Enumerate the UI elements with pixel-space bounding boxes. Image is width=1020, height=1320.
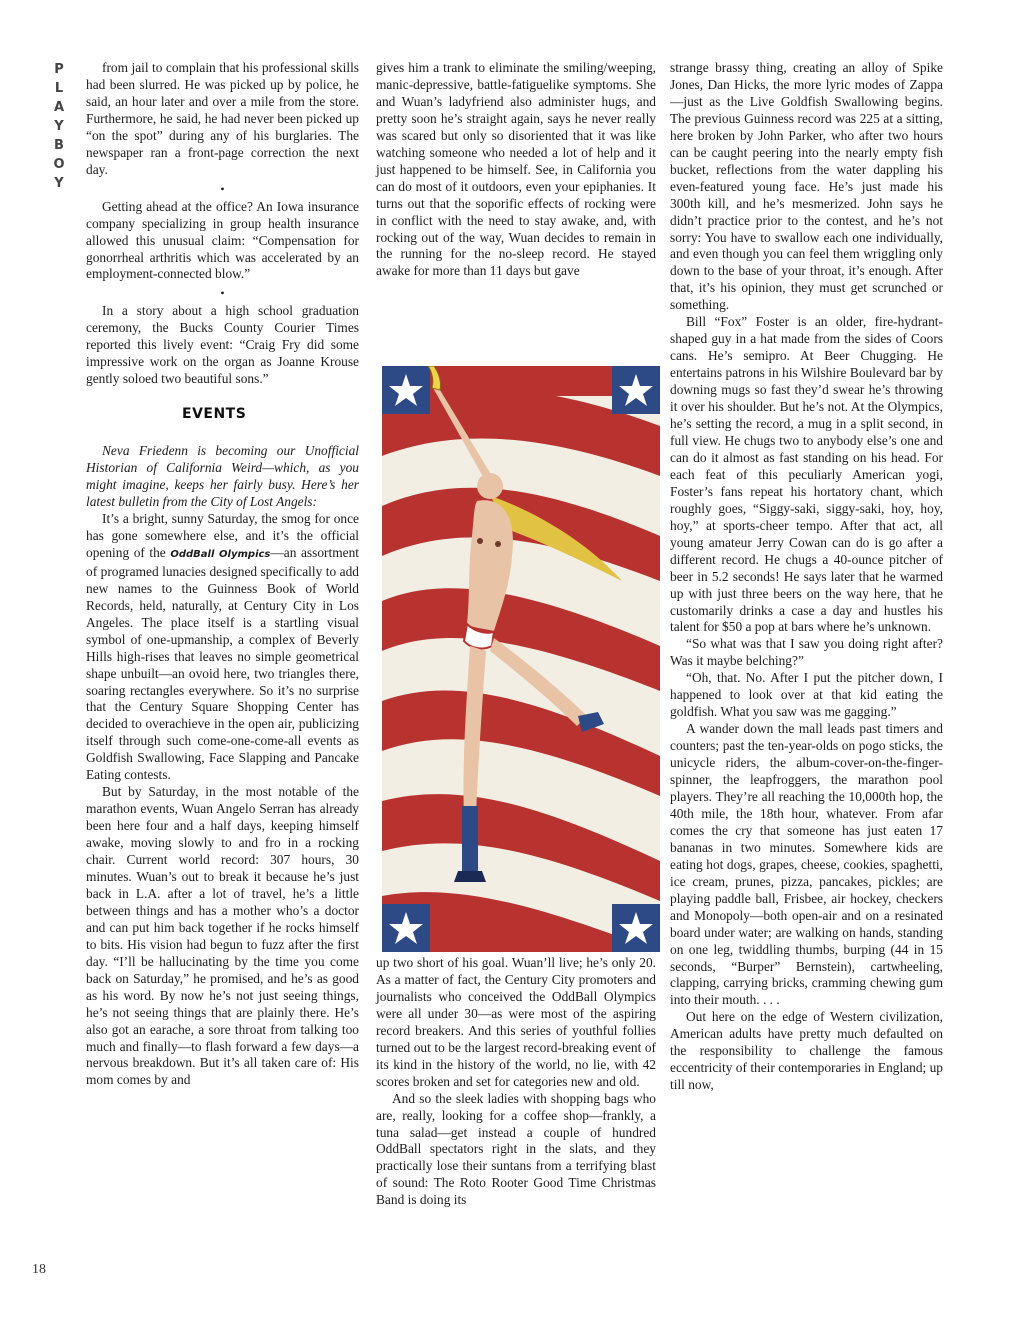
column-2-top xyxy=(376,60,656,280)
side-letter: L xyxy=(54,81,64,96)
oddball-text-before: It’s a bright, sunny Saturday, the smog for once has gone somewhere else, and it’s the official opening of the xyxy=(86,510,359,560)
paragraph-belching-question: “So what was that I saw you doing right after? Was it maybe belching?” xyxy=(670,636,943,669)
paragraph-fox-foster: Bill “Fox” Foster is an older, fire-hydrant-shaped guy in a hat made from the sides of Coors cans. He’s semipro. At Beer Chugging. He entertains patrons in his Wilshire Boulevard bar by downing mugs so fast they’d swear he’s throwing it over his shoulder. But he’s not. At the Olympics, he’s setting the record, a mug in a split second, in full view. He chugs two to anybody else’s one and can do it almost as fast standing on his head. For each feat of this peculiarly American yogi, Foster’s fans repeat his hortatory chant, which roughly goes, “Siggy-saki, siggy-saki, hoy, hoy, hoy,” at sports-cheer tempo. After that act, all young amateur Jerry Cowan can do is go after a different record. He chugs a 40-ounce pitcher of beer in 5.2 seconds! He says later that he warmed up with just three beers on the way here, that he customarily drinks a case a day and hustles his talent for $50 a pop at bars where he’s unknown. xyxy=(670,314,943,635)
paragraph-oddball-opening xyxy=(86,511,359,784)
illustration-svg xyxy=(382,366,660,952)
paragraph-mall-wander: A wander down the mall leads past timers and counters; past the ten-year-olds on pogo sticks, the unicycle riders, the album-cover-on-the-finger-spinner, the leapfroggers, the marathon pool players. They’re all reaching the 10,000th hop, the 40th mile, the 18th hour, whatever. From afar comes the cry that someone has just eaten 17 bananas in two minutes. Somewhere kids are eating hot dogs, grapes, cheese, cookies, spaghetti, ice cream, prunes, pizza, pancakes, pickles; are playing paddle ball, Frisbee, air hockey, checkers and Monopoly—both open-air and on a resinated board under water; are walking on hands, standing on one leg, twiddling thumbs, burping (44 in 15 seconds, “Burper” Bernstein), cartwheeling, clapping, carrying bricks, cramming chewing gum into their mouth. . . . xyxy=(670,721,943,1008)
paragraph-graduation: In a story about a high school graduation ceremony, the Bucks County Courier Times reported this lively event: “Craig Fry did some impressive work on the organ as Joanne Krouse gently soloed two beautiful sons.” xyxy=(86,303,359,387)
paragraph-western-civilization: Out here on the edge of Western civilization, American adults have pretty much defaulted on the responsibility to challenge the famous eccentricity of their contemporaries in England; up till now, xyxy=(670,1009,943,1093)
paragraph-insurance: Getting ahead at the office? An Iowa insurance company specializing in group health insurance allowed this unusual claim: “Compensation for gonorrheal arthritis which was accelerated by an employment-connected blow.” xyxy=(86,198,359,282)
side-letter: O xyxy=(53,157,65,172)
paragraph-wuan: But by Saturday, in the most notable of the marathon events, Wuan Angelo Serran has already been here four and a half days, keeping himself awake, moving slowly to and fro in a rocking chair. Current world record: 307 hours, 30 minutes. Wuan’s out to break it because he’s just back in L.A. after a lot of travel, he’s a little between things and has a mother who’s a doctor and can put him back together if he rocks himself to bits. His vision had begun to fuzz after the first day. “I’ll be hallucinating by the time you come back on Saturday,” he promised, and he’s as good as his word. By now he’s not just seeing things, he’s not seeing things that are plainly there. He’s also got an earache, a sore throat from talking too much and finally—to flash forward a few days—a nervous breakdown. But it’s all taken care of: His mom comes by and xyxy=(86,784,359,1088)
separator-bullet: • xyxy=(220,181,225,196)
oddball-brand: OddBall Olympics xyxy=(170,548,271,560)
separator-bullet: • xyxy=(220,286,225,301)
paragraph-goldfish: strange brassy thing, creating an alloy of Spike Jones, Dan Hicks, the more lyric modes of Zappa—just as the Live Goldfish Swallowing begins. The previous Guinness record was 225 at a sitting, here broken by John Parker, who after two hours can be caught peering into the nearly empty fish bucket, reflections from the water dappling his even-featured young face. He’s just made his 300th kill, and he’s mesmerized. John says he didn’t practice prior to the contest, and he’s not sorry: You have to swallow each one individually, and even though you can feel them wriggling only down to the base of your throat, it’s enough. After that, it’s his opinion, they must get scrunched or something. xyxy=(670,60,943,313)
paragraph-gagging-answer: “Oh, that. No. After I put the pitcher down, I happened to look over at that kid eating the goldfish. What you saw was me gagging.” xyxy=(670,670,943,720)
column-1 xyxy=(86,60,359,1089)
side-letter: Y xyxy=(54,119,64,134)
events-heading: EVENTS xyxy=(182,406,247,423)
side-letter: B xyxy=(54,138,64,153)
magazine-side-title xyxy=(48,62,70,191)
column-3 xyxy=(670,60,943,1094)
paragraph-sleek-ladies: And so the sleek ladies with shopping bags who are, really, looking for a coffee shop—frankly, a tuna salad—get instead a couple of hundred OddBall spectators right in the slats, and they practically lose their suntans from a terrifying blast of sound: The Roto Rooter Good Time Christmas Band is doing its xyxy=(376,1090,656,1208)
side-letter: Y xyxy=(54,176,64,191)
paragraph-goal: up two short of his goal. Wuan’ll live; he’s only 20. As a matter of fact, the Century City promoters and journalists who conceived the OddBall Olympics were all under 30—as were most of the aspiring record breakers. And this series of youthful follies turned out to be the largest record-breaking event of its kind in the history of the world, no lie, with 42 scores broken and set for categories new and old. xyxy=(376,955,656,1089)
paragraph-trank: gives him a trank to eliminate the smiling/weeping, manic-depressive, battle-fatiguelike symptoms. She and Wuan’s ladyfriend also administer hugs, and pretty soon he’s straight again, says he never really was scared but only so disoriented that it was like watching someone who needed a lot of help and it just happened to be himself. See, in California you can do most of it outdoors, even your epiphanies. It turns out that the soporific effects of rocking were in conflict with the need to stay awake, and, with rocking out of the way, Wuan decides to remain in the running for the no-sleep record. He stayed awake for more than 11 days but gave xyxy=(376,60,656,279)
column-2-bottom xyxy=(376,955,656,1209)
side-letter: A xyxy=(53,100,65,115)
oddball-text-after: —an assortment of programed lunacies designed specifically to add new names to the Guinness Book of World Records, held, naturally, at Century City in Los Angeles. The place itself is a startling visual symbol of one-upmanship, a complex of Beverly Hills high-rises that leaves no simple geometrical shape unbuilt—an ovoid here, two triangles there, soaring rectangles everywhere. So it’s no surprise that the Century Square Shopping Center has decided to overachieve in the open air, publicizing itself through such come-one-come-all events as Goldfish Swallowing, Face Slapping and Pancake Eating contests. xyxy=(86,544,359,783)
paragraph-jail: from jail to complain that his professional skills had been slurred. He was picked up by police, he said, an hour later and over a mile from the store. Furthermore, he said, he had never been picked up “on the spot” during any of his burglaries. The newspaper ran a front-page correction the next day. xyxy=(86,60,359,177)
events-intro: Neva Friedenn is becoming our Unofficial Historian of California Weird—which, as you might imagine, keeps her fairly busy. Here’s her latest bulletin from the City of Lost Angels: xyxy=(86,443,359,510)
side-letter: P xyxy=(54,62,64,77)
page-number: 18 xyxy=(32,1262,46,1277)
flag-woman-banana-illustration xyxy=(382,366,660,952)
